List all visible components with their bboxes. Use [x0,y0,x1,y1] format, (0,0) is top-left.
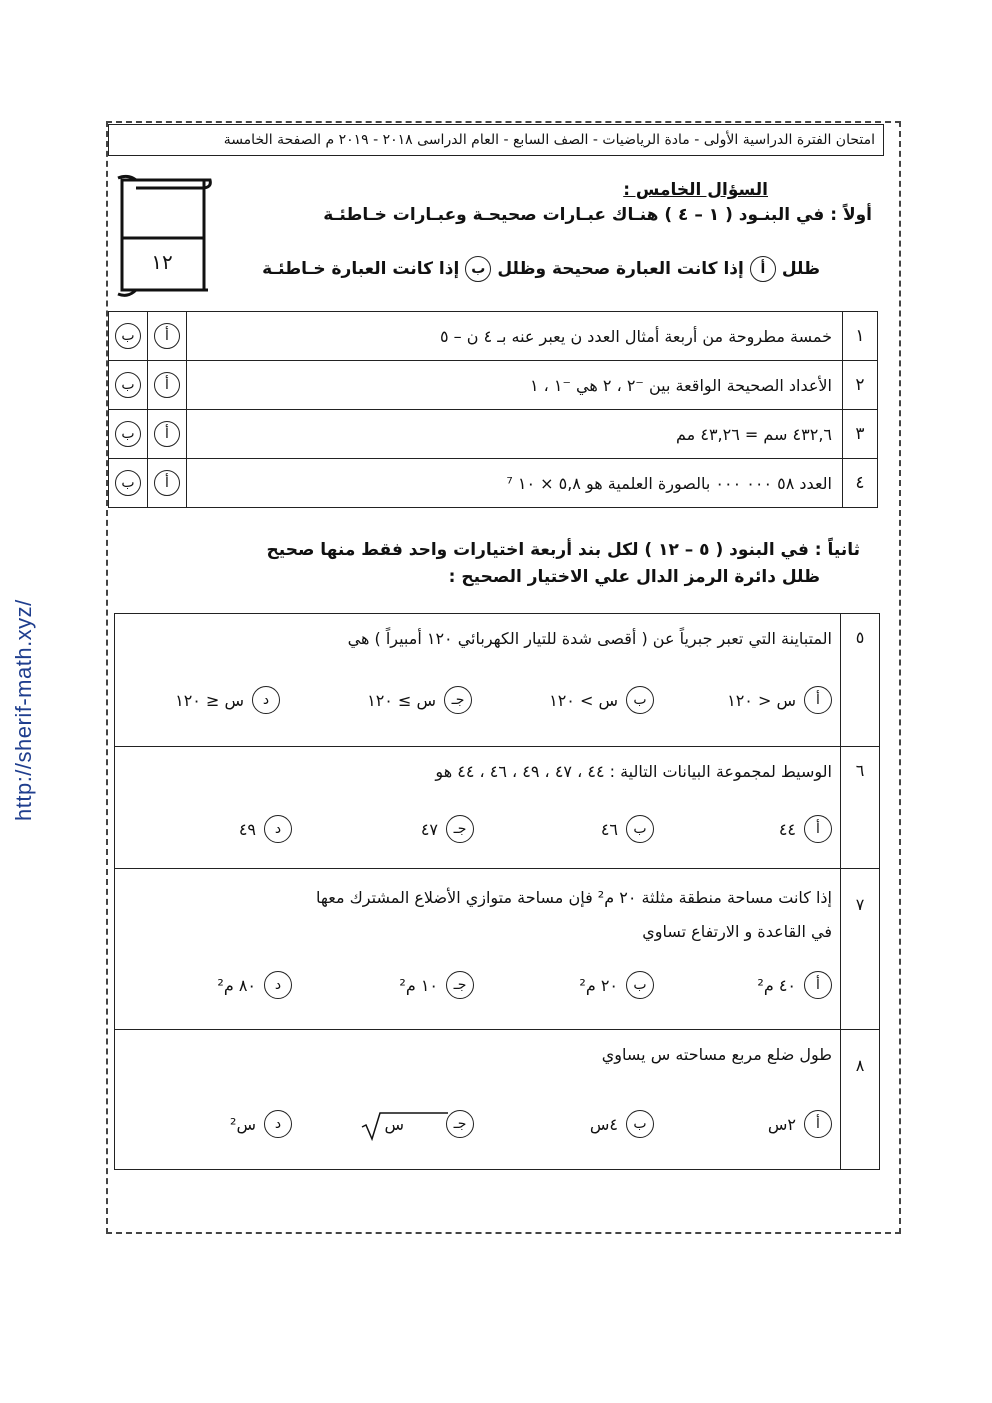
choice-b-circle[interactable]: ب [626,971,654,999]
table-row [115,869,880,1030]
option-a-circle[interactable]: أ [154,470,180,496]
choice-b-circle[interactable]: ب [626,815,654,843]
option-a-symbol: أ [750,256,776,282]
part1-heading: أولاً : في البنـود ( ١ – ٤ ) هنـاك عبـارات صحيحـة وعبـارات خـاطئـة [323,205,872,225]
choice-c-circle[interactable]: جـ [446,1110,474,1138]
statement-text: خمسة مطروحة من أربعة أمثال العدد ن يعبر عنه بـ ٤ ن – ٥ [187,312,843,361]
multiple-choice-table [114,613,880,1170]
question-text: المتباينة التي تعبر جبرياً عن ( أقصى شدة للتيار الكهربائي ١٢٠ أمبيراً ) هي [347,629,832,648]
choice-d-text: ٨٠ م² [217,975,256,995]
choice-a-text: ٢س [767,1114,796,1134]
choice-b-circle[interactable]: ب [626,686,654,714]
choice-b-text: س > ١٢٠ [549,690,618,710]
choice-c-text: ١٠ م² [399,975,438,995]
question-text: إذا كانت مساحة منطقة مثلثة ٢٠ م² فإن مساحة متوازي الأضلاع المشترك معها [315,888,832,907]
part2-heading: ثانياً : في البنود ( ٥ – ١٢ ) لكل بند أربعة اختيارات واحد فقط منها صحيح [266,540,860,560]
instruction-correct: إذا كانت العبارة صحيحة وظلل [497,259,744,279]
choice-c-circle[interactable]: جـ [446,815,474,843]
choice-a-circle[interactable]: أ [804,1110,832,1138]
question-number: ٥ [841,614,880,747]
exam-header: امتحان الفترة الدراسية الأولى - مادة الرياضيات - الصف السابع - العام الدراسى ٢٠١٨ - ٢٠١٩ م الصفحة الخامسة [108,124,884,156]
true-false-table [108,311,878,508]
question-text: طول ضلع مربع مساحته س يساوي [601,1045,832,1064]
option-a-circle[interactable]: أ [154,372,180,398]
option-b-circle[interactable]: ب [115,372,141,398]
statement-text: العدد ٥٨ ٠٠٠ ٠٠٠ بالصورة العلمية هو ٥,٨ × ١٠ ⁷ [187,459,843,508]
choice-b-text: ٤س [589,1114,618,1134]
choice-a-circle[interactable]: أ [804,686,832,714]
item-number: ٣ [843,410,878,459]
item-number: ٢ [843,361,878,410]
choice-a-text: ٤٤ [778,819,796,839]
choice-a-text: ٤٠ م² [757,975,796,995]
option-b-circle[interactable]: ب [115,470,141,496]
choice-c-text: س [384,1114,404,1134]
item-number: ١ [843,312,878,361]
option-b-circle[interactable]: ب [115,421,141,447]
choice-c-text: ٤٧ [420,819,438,839]
table-row [109,410,878,459]
choice-d-circle[interactable]: د [264,815,292,843]
table-row [115,1030,880,1170]
choice-c-circle[interactable]: جـ [446,971,474,999]
option-a-circle[interactable]: أ [154,323,180,349]
question-number: ٨ [841,1030,880,1170]
score-value: ١٢ [151,250,173,274]
square-root-icon [360,1109,450,1141]
instruction-wrong: إذا كانت العبارة خـاطئـة [262,259,460,279]
square-root-expression [382,1115,410,1134]
choice-b-text: ٤٦ [600,819,618,839]
table-row [109,459,878,508]
watermark-url: http://sherif-math.xyz/ [11,599,36,821]
table-row [115,747,880,869]
choice-d-text: ٤٩ [238,819,256,839]
option-b-symbol: ب [465,256,491,282]
statement-text: الأعداد الصحيحة الواقعة بين ⁻٢ ، ٢ هي ⁻١ ، ١ [187,361,843,410]
choice-d-circle[interactable]: د [264,1110,292,1138]
instruction-shade: ظلل [781,259,820,279]
question-text: الوسيط لمجموعة البيانات التالية : ٤٤ ، ٤٧ ، ٤٩ ، ٤٦ ، ٤٤ هو [435,762,832,781]
table-row [115,614,880,747]
question-text-line2: في القاعدة و الارتفاع تساوي [642,922,832,941]
table-row [109,361,878,410]
part1-instruction [262,256,820,282]
choice-c-text: س ≥ ١٢٠ [367,690,436,710]
choice-b-text: ٢٠ م² [579,975,618,995]
choice-a-text: س < ١٢٠ [727,690,796,710]
part2-instruction: ظلل دائرة الرمز الدال علي الاختيار الصحيح : [448,567,820,587]
choice-c-circle[interactable]: جـ [444,686,472,714]
choice-d-text: س ≤ ١٢٠ [175,690,244,710]
option-a-circle[interactable]: أ [154,421,180,447]
choice-a-circle[interactable]: أ [804,971,832,999]
choice-d-text: س² [230,1114,256,1134]
statement-text: ٤٣٢,٦ سم = ٤٣,٢٦ مم [187,410,843,459]
score-scroll-icon [114,172,212,300]
option-b-circle[interactable]: ب [115,323,141,349]
table-row [109,312,878,361]
choice-d-circle[interactable]: د [264,971,292,999]
choice-b-circle[interactable]: ب [626,1110,654,1138]
choice-d-circle[interactable]: د [252,686,280,714]
section-title: السؤال الخامس : [623,180,768,200]
item-number: ٤ [843,459,878,508]
choice-a-circle[interactable]: أ [804,815,832,843]
question-number: ٧ [841,869,880,1030]
question-number: ٦ [841,747,880,869]
